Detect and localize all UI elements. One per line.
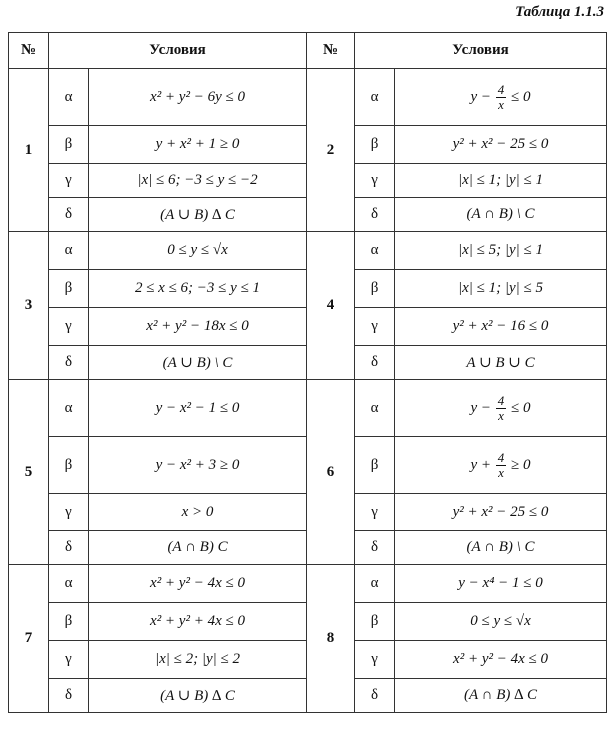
variant-number: 2 bbox=[307, 69, 355, 232]
formula-part: ≤ 0 bbox=[511, 399, 531, 416]
condition-letter: γ bbox=[355, 494, 395, 531]
condition-formula bbox=[395, 380, 607, 437]
condition-letter: α bbox=[355, 232, 395, 270]
condition-letter: α bbox=[355, 69, 395, 126]
conditions-table bbox=[8, 32, 607, 713]
condition-formula: x² + y² − 6y ≤ 0 bbox=[89, 69, 307, 126]
formula-part: ≥ 0 bbox=[511, 456, 531, 473]
condition-formula: y − x² − 1 ≤ 0 bbox=[89, 380, 307, 437]
condition-formula: A ∪ B ∪ C bbox=[395, 346, 607, 380]
condition-formula: x > 0 bbox=[89, 494, 307, 531]
condition-formula: y² + x² − 25 ≤ 0 bbox=[395, 494, 607, 531]
condition-formula: (A ∪ B) ∆ C bbox=[89, 198, 307, 232]
condition-formula: x² + y² − 4x ≤ 0 bbox=[89, 565, 307, 603]
condition-letter: α bbox=[49, 565, 89, 603]
formula-part: y − bbox=[470, 399, 492, 416]
table-row bbox=[9, 380, 607, 437]
variant-number: 1 bbox=[9, 69, 49, 232]
condition-letter: γ bbox=[49, 308, 89, 346]
condition-formula: y − x² + 3 ≥ 0 bbox=[89, 437, 307, 494]
condition-letter: δ bbox=[49, 346, 89, 380]
variant-number: 3 bbox=[9, 232, 49, 380]
table-row bbox=[9, 69, 607, 126]
condition-formula: x² + y² − 18x ≤ 0 bbox=[89, 308, 307, 346]
formula-part: y − bbox=[470, 88, 492, 105]
condition-letter: α bbox=[355, 565, 395, 603]
condition-formula: (A ∪ B) ∆ C bbox=[89, 679, 307, 713]
formula-part: ≤ 0 bbox=[511, 88, 531, 105]
condition-formula: |x| ≤ 1; |y| ≤ 1 bbox=[395, 164, 607, 198]
condition-letter: β bbox=[355, 126, 395, 164]
table-caption: Таблица 1.1.3 bbox=[515, 4, 604, 20]
condition-formula: x² + y² − 4x ≤ 0 bbox=[395, 641, 607, 679]
condition-letter: α bbox=[49, 232, 89, 270]
variant-number: 8 bbox=[307, 565, 355, 713]
condition-letter: γ bbox=[49, 164, 89, 198]
condition-formula: x² + y² + 4x ≤ 0 bbox=[89, 603, 307, 641]
condition-letter: β bbox=[49, 126, 89, 164]
header-conditions-left: Условия bbox=[49, 33, 307, 69]
fraction-denominator: x bbox=[498, 464, 504, 480]
condition-letter: γ bbox=[355, 164, 395, 198]
condition-formula: y² + x² − 16 ≤ 0 bbox=[395, 308, 607, 346]
condition-formula bbox=[395, 437, 607, 494]
condition-letter: δ bbox=[355, 531, 395, 565]
condition-formula: 2 ≤ x ≤ 6; −3 ≤ y ≤ 1 bbox=[89, 270, 307, 308]
condition-formula: y − x⁴ − 1 ≤ 0 bbox=[395, 565, 607, 603]
condition-formula: (A ∪ B) \ C bbox=[89, 346, 307, 380]
variant-number: 6 bbox=[307, 380, 355, 565]
condition-formula: (A ∩ B) ∆ C bbox=[395, 679, 607, 713]
condition-letter: β bbox=[49, 270, 89, 308]
condition-letter: δ bbox=[49, 198, 89, 232]
condition-letter: β bbox=[49, 437, 89, 494]
header-conditions-right: Условия bbox=[355, 33, 607, 69]
header-row bbox=[9, 33, 607, 69]
header-num-left: № bbox=[9, 33, 49, 69]
condition-letter: γ bbox=[355, 641, 395, 679]
condition-letter: γ bbox=[355, 308, 395, 346]
fraction bbox=[496, 83, 507, 112]
condition-formula: (A ∩ B) \ C bbox=[395, 531, 607, 565]
fraction bbox=[496, 451, 507, 480]
condition-formula: |x| ≤ 1; |y| ≤ 5 bbox=[395, 270, 607, 308]
table-row bbox=[9, 232, 607, 270]
condition-formula: |x| ≤ 6; −3 ≤ y ≤ −2 bbox=[89, 164, 307, 198]
condition-letter: δ bbox=[355, 679, 395, 713]
condition-letter: γ bbox=[49, 494, 89, 531]
condition-formula: |x| ≤ 5; |y| ≤ 1 bbox=[395, 232, 607, 270]
condition-letter: γ bbox=[49, 641, 89, 679]
condition-letter: β bbox=[49, 603, 89, 641]
condition-formula: y² + x² − 25 ≤ 0 bbox=[395, 126, 607, 164]
condition-formula: 0 ≤ y ≤ √x bbox=[395, 603, 607, 641]
condition-formula: (A ∩ B) C bbox=[89, 531, 307, 565]
condition-letter: δ bbox=[355, 198, 395, 232]
variant-number: 7 bbox=[9, 565, 49, 713]
condition-letter: β bbox=[355, 603, 395, 641]
condition-formula: y + x² + 1 ≥ 0 bbox=[89, 126, 307, 164]
fraction-numerator: 4 bbox=[497, 449, 505, 465]
condition-formula: (A ∩ B) \ C bbox=[395, 198, 607, 232]
condition-letter: α bbox=[49, 380, 89, 437]
condition-letter: α bbox=[355, 380, 395, 437]
condition-letter: β bbox=[355, 437, 395, 494]
variant-number: 5 bbox=[9, 380, 49, 565]
condition-letter: β bbox=[355, 270, 395, 308]
condition-letter: δ bbox=[49, 531, 89, 565]
fraction-denominator: x bbox=[498, 407, 504, 423]
formula-part: y + bbox=[470, 456, 492, 473]
condition-formula: |x| ≤ 2; |y| ≤ 2 bbox=[89, 641, 307, 679]
condition-formula: 0 ≤ y ≤ √x bbox=[89, 232, 307, 270]
condition-formula bbox=[395, 69, 607, 126]
fraction bbox=[496, 394, 507, 423]
fraction-numerator: 4 bbox=[497, 392, 505, 408]
variant-number: 4 bbox=[307, 232, 355, 380]
fraction-denominator: x bbox=[498, 96, 504, 112]
fraction-numerator: 4 bbox=[497, 81, 505, 97]
condition-letter: δ bbox=[49, 679, 89, 713]
table-row bbox=[9, 565, 607, 603]
condition-letter: α bbox=[49, 69, 89, 126]
condition-letter: δ bbox=[355, 346, 395, 380]
header-num-right: № bbox=[307, 33, 355, 69]
